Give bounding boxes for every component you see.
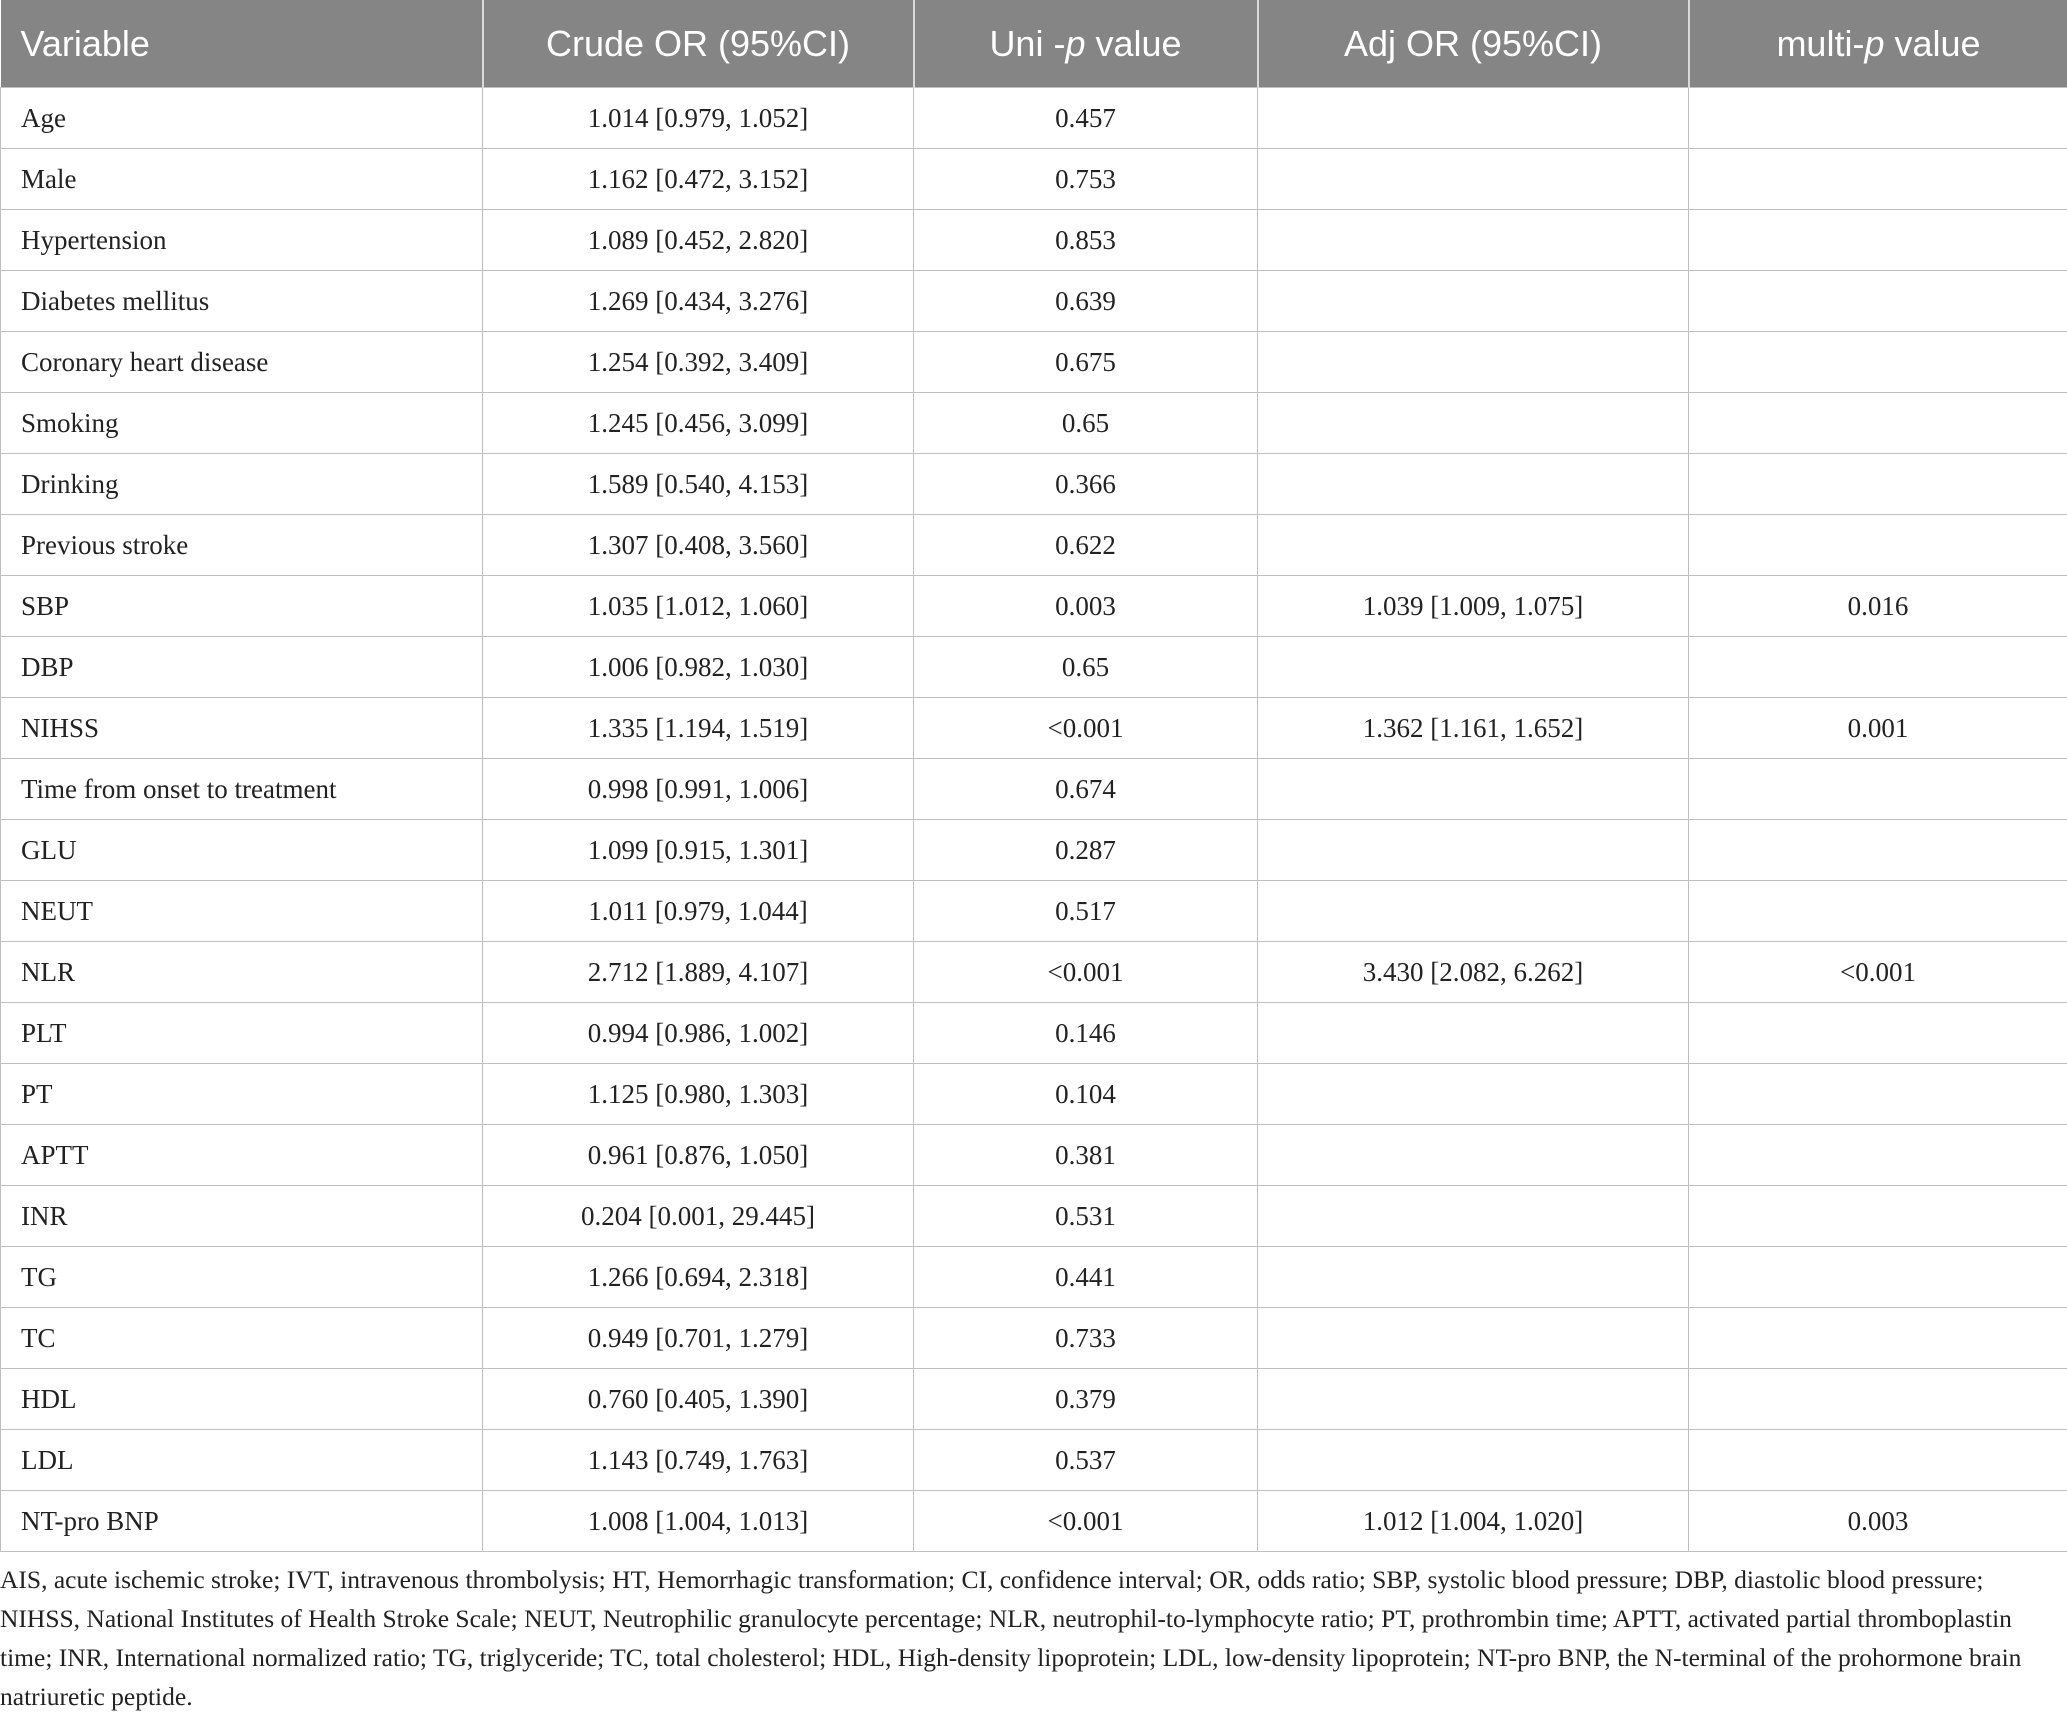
cell-multi-p: 0.001 [1689,698,2067,759]
cell-adj-or: 1.012 [1.004, 1.020] [1258,1491,1689,1552]
header-crude-or: Crude OR (95%CI) [483,0,914,88]
cell-multi-p [1689,881,2067,942]
cell-uni-p: 0.674 [914,759,1258,820]
cell-adj-or [1258,149,1689,210]
cell-multi-p [1689,1369,2067,1430]
cell-multi-p [1689,820,2067,881]
cell-multi-p [1689,637,2067,698]
cell-adj-or [1258,1247,1689,1308]
cell-crude-or: 1.266 [0.694, 2.318] [483,1247,914,1308]
cell-uni-p: 0.531 [914,1186,1258,1247]
cell-variable: PLT [1,1003,483,1064]
cell-multi-p [1689,1064,2067,1125]
cell-crude-or: 1.125 [0.980, 1.303] [483,1064,914,1125]
cell-uni-p: 0.65 [914,637,1258,698]
cell-variable: Smoking [1,393,483,454]
cell-uni-p: 0.517 [914,881,1258,942]
cell-crude-or: 1.099 [0.915, 1.301] [483,820,914,881]
cell-adj-or [1258,332,1689,393]
cell-crude-or: 0.760 [0.405, 1.390] [483,1369,914,1430]
cell-multi-p [1689,759,2067,820]
cell-multi-p [1689,1308,2067,1369]
table-row [1,393,2067,454]
cell-multi-p [1689,1186,2067,1247]
cell-adj-or [1258,271,1689,332]
table-row [1,942,2067,1003]
cell-variable: PT [1,1064,483,1125]
cell-adj-or [1258,1369,1689,1430]
cell-uni-p: 0.853 [914,210,1258,271]
header-row [1,0,2067,88]
cell-multi-p [1689,149,2067,210]
cell-crude-or: 1.307 [0.408, 3.560] [483,515,914,576]
cell-multi-p [1689,88,2067,149]
cell-adj-or [1258,1430,1689,1491]
header-adj-or: Adj OR (95%CI) [1258,0,1689,88]
table-header [1,0,2067,88]
cell-crude-or: 1.245 [0.456, 3.099] [483,393,914,454]
cell-uni-p: 0.287 [914,820,1258,881]
table-row [1,698,2067,759]
cell-crude-or: 1.335 [1.194, 1.519] [483,698,914,759]
table-row [1,820,2067,881]
cell-uni-p: 0.537 [914,1430,1258,1491]
cell-multi-p [1689,393,2067,454]
table-row [1,1430,2067,1491]
header-uni-p-suffix: value [1085,22,1182,64]
cell-adj-or: 1.362 [1.161, 1.652] [1258,698,1689,759]
cell-crude-or: 0.204 [0.001, 29.445] [483,1186,914,1247]
cell-uni-p: 0.457 [914,88,1258,149]
cell-variable: Previous stroke [1,515,483,576]
table-footnote: AIS, acute ischemic stroke; IVT, intravenous thrombolysis; HT, Hemorrhagic transformation; CI, confidence interval; OR, odds ratio; SBP, systolic blood pressure; DBP, diastolic blood pressure; NIHSS, National Institutes of Health Stroke Scale; NEUT, Neutrophilic granulocyte percentage; NLR, neutrophil-to-lymphocyte ratio; PT, prothrombin time; APTT, activated partial thromboplastin time; INR, International normalized ratio; TG, triglyceride; TC, total cholesterol; HDL, High-density lipoprotein; LDL, low-density lipoprotein; NT-pro BNP, the N-terminal of the prohormone brain natriuretic peptide. [0,1565,2022,1711]
header-variable: Variable [1,0,483,88]
cell-crude-or: 1.143 [0.749, 1.763] [483,1430,914,1491]
cell-crude-or: 1.014 [0.979, 1.052] [483,88,914,149]
cell-multi-p: 0.016 [1689,576,2067,637]
cell-adj-or [1258,393,1689,454]
table-row [1,515,2067,576]
cell-variable: NT-pro BNP [1,1491,483,1552]
cell-variable: Male [1,149,483,210]
cell-variable: Age [1,88,483,149]
header-multi-p-prefix: multi- [1776,22,1865,64]
cell-crude-or: 0.949 [0.701, 1.279] [483,1308,914,1369]
table-body [1,88,2067,1552]
cell-uni-p: 0.675 [914,332,1258,393]
cell-adj-or [1258,1308,1689,1369]
cell-multi-p [1689,1247,2067,1308]
cell-variable: HDL [1,1369,483,1430]
cell-crude-or: 1.254 [0.392, 3.409] [483,332,914,393]
cell-uni-p: 0.733 [914,1308,1258,1369]
header-multi-p [1689,0,2067,88]
cell-uni-p: 0.146 [914,1003,1258,1064]
cell-variable: NLR [1,942,483,1003]
header-uni-p [914,0,1258,88]
cell-variable: SBP [1,576,483,637]
cell-uni-p: 0.753 [914,149,1258,210]
cell-adj-or [1258,881,1689,942]
cell-multi-p [1689,1125,2067,1186]
cell-adj-or: 1.039 [1.009, 1.075] [1258,576,1689,637]
cell-uni-p: 0.379 [914,1369,1258,1430]
cell-crude-or: 1.006 [0.982, 1.030] [483,637,914,698]
cell-multi-p [1689,515,2067,576]
table-row [1,210,2067,271]
cell-adj-or [1258,637,1689,698]
table-row [1,1125,2067,1186]
table-row [1,1369,2067,1430]
cell-multi-p [1689,454,2067,515]
cell-crude-or: 1.589 [0.540, 4.153] [483,454,914,515]
cell-adj-or [1258,759,1689,820]
header-multi-p-suffix: value [1884,22,1981,64]
cell-crude-or: 2.712 [1.889, 4.107] [483,942,914,1003]
cell-adj-or [1258,820,1689,881]
cell-adj-or [1258,1125,1689,1186]
header-uni-p-italic: p [1065,22,1086,64]
cell-uni-p: 0.441 [914,1247,1258,1308]
cell-adj-or [1258,1064,1689,1125]
table-row [1,759,2067,820]
cell-variable: Drinking [1,454,483,515]
cell-multi-p: 0.003 [1689,1491,2067,1552]
cell-variable: LDL [1,1430,483,1491]
cell-crude-or: 0.998 [0.991, 1.006] [483,759,914,820]
cell-crude-or: 1.089 [0.452, 2.820] [483,210,914,271]
cell-uni-p: 0.65 [914,393,1258,454]
cell-multi-p [1689,1003,2067,1064]
cell-uni-p: 0.104 [914,1064,1258,1125]
cell-crude-or: 1.035 [1.012, 1.060] [483,576,914,637]
cell-adj-or [1258,88,1689,149]
table-row [1,454,2067,515]
cell-multi-p [1689,271,2067,332]
cell-crude-or: 0.961 [0.876, 1.050] [483,1125,914,1186]
cell-multi-p [1689,1430,2067,1491]
cell-uni-p: 0.003 [914,576,1258,637]
cell-variable: Coronary heart disease [1,332,483,393]
cell-crude-or: 1.162 [0.472, 3.152] [483,149,914,210]
cell-adj-or [1258,210,1689,271]
cell-adj-or [1258,515,1689,576]
cell-uni-p: 0.639 [914,271,1258,332]
cell-crude-or: 1.008 [1.004, 1.013] [483,1491,914,1552]
cell-uni-p: <0.001 [914,942,1258,1003]
cell-variable: Hypertension [1,210,483,271]
cell-variable: NEUT [1,881,483,942]
cell-variable: APTT [1,1125,483,1186]
cell-multi-p [1689,332,2067,393]
cell-variable: TC [1,1308,483,1369]
cell-variable: TG [1,1247,483,1308]
table-row [1,1064,2067,1125]
table-row [1,1308,2067,1369]
cell-crude-or: 1.011 [0.979, 1.044] [483,881,914,942]
cell-adj-or [1258,1186,1689,1247]
cell-uni-p: 0.381 [914,1125,1258,1186]
cell-adj-or [1258,1003,1689,1064]
cell-variable: GLU [1,820,483,881]
cell-variable: NIHSS [1,698,483,759]
table-row [1,1003,2067,1064]
cell-uni-p: 0.622 [914,515,1258,576]
header-multi-p-italic: p [1864,22,1885,64]
cell-uni-p: <0.001 [914,698,1258,759]
table-row [1,149,2067,210]
table-row [1,88,2067,149]
cell-variable: Time from onset to treatment [1,759,483,820]
table-row [1,1247,2067,1308]
table-row [1,576,2067,637]
table-row [1,637,2067,698]
cell-variable: INR [1,1186,483,1247]
table-row [1,881,2067,942]
cell-multi-p [1689,210,2067,271]
cell-crude-or: 1.269 [0.434, 3.276] [483,271,914,332]
table-row [1,271,2067,332]
table-row [1,332,2067,393]
cell-uni-p: <0.001 [914,1491,1258,1552]
cell-variable: DBP [1,637,483,698]
cell-adj-or [1258,454,1689,515]
table-row [1,1491,2067,1552]
table-row [1,1186,2067,1247]
header-uni-p-prefix: Uni - [989,22,1066,64]
cell-multi-p: <0.001 [1689,942,2067,1003]
cell-uni-p: 0.366 [914,454,1258,515]
cell-adj-or: 3.430 [2.082, 6.262] [1258,942,1689,1003]
cell-variable: Diabetes mellitus [1,271,483,332]
cell-crude-or: 0.994 [0.986, 1.002] [483,1003,914,1064]
